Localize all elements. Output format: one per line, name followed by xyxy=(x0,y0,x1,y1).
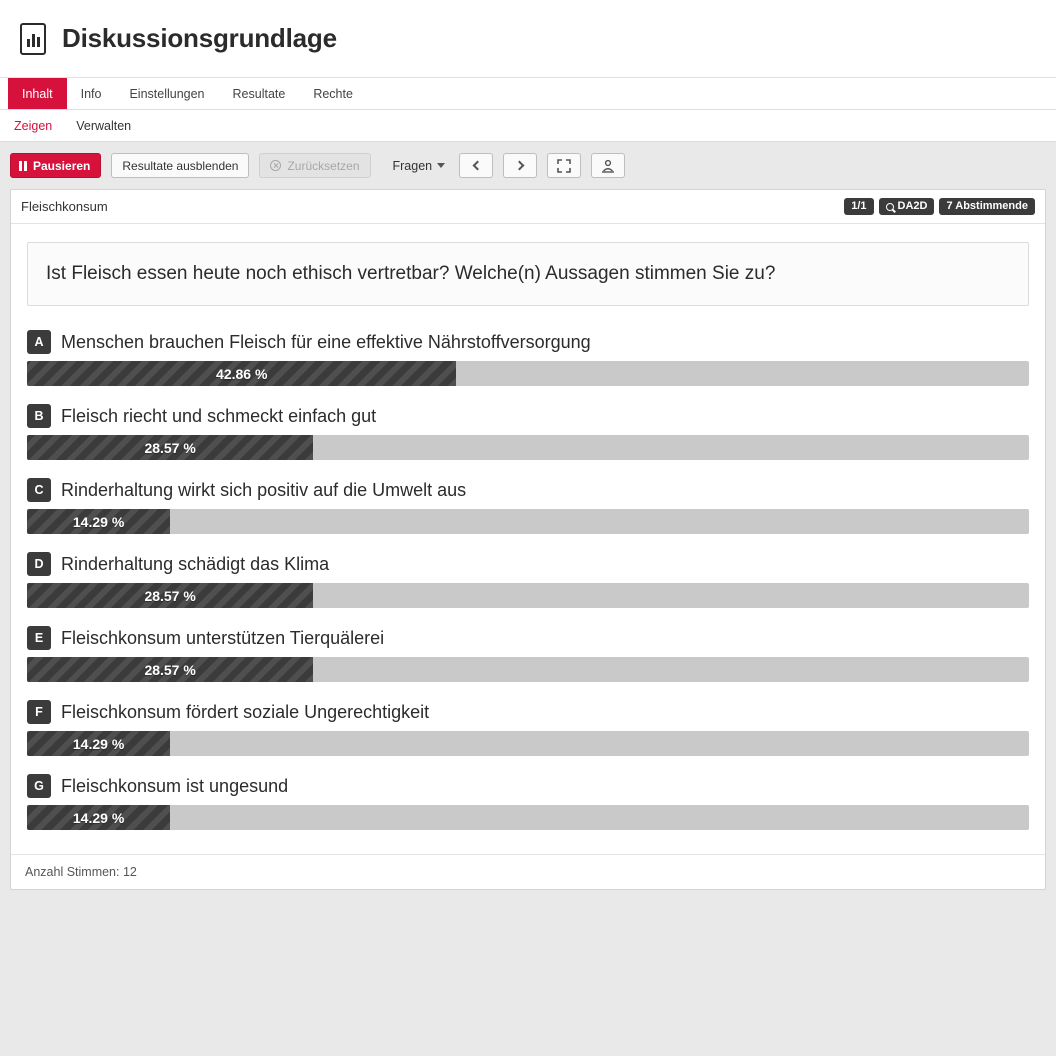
presenter-button[interactable] xyxy=(591,153,625,178)
option-e-head xyxy=(27,626,1029,650)
chevron-left-icon xyxy=(472,161,482,171)
option-f-head xyxy=(27,700,1029,724)
option-bar-fill xyxy=(27,657,313,682)
option-bar-value: 14.29 % xyxy=(72,735,125,752)
fullscreen-icon xyxy=(557,159,571,173)
option-label: Fleischkonsum ist ungesund xyxy=(61,775,289,796)
tab-einstellungen[interactable]: Einstellungen xyxy=(129,86,205,101)
tab-inhalt[interactable]: Inhalt xyxy=(8,78,67,109)
presenter-icon xyxy=(601,159,615,173)
option-bar-value: 14.29 % xyxy=(72,513,125,530)
option-b-head xyxy=(27,404,1029,428)
option-bar-value: 42.86 % xyxy=(216,365,268,382)
next-question-button[interactable] xyxy=(503,153,537,178)
option-letter: D xyxy=(27,552,51,576)
reset-button[interactable] xyxy=(259,153,370,178)
reset-icon xyxy=(270,160,281,171)
page-badge: 1/1 xyxy=(844,198,873,215)
code-badge[interactable] xyxy=(879,198,935,215)
chevron-right-icon xyxy=(514,161,524,171)
sub-tabbar xyxy=(0,110,1056,142)
option-bar-fill xyxy=(27,805,170,830)
page-title: Diskussionsgrundlage xyxy=(62,23,337,53)
options-list xyxy=(11,306,1045,854)
vote-count-footer: Anzahl Stimmen: 12 xyxy=(11,854,1045,889)
option-bar-fill xyxy=(27,731,170,756)
reset-button-label: Zurücksetzen xyxy=(287,158,360,173)
option-d-head xyxy=(27,552,1029,576)
option-b xyxy=(27,404,1029,460)
search-icon xyxy=(886,203,894,211)
option-bar-track xyxy=(27,509,1029,534)
option-letter: G xyxy=(27,774,51,798)
subtab-zeigen[interactable]: Zeigen xyxy=(14,118,53,133)
option-bar-value: 14.29 % xyxy=(72,809,125,826)
option-bar-value: 28.57 % xyxy=(144,587,196,604)
option-d xyxy=(27,552,1029,608)
questions-dropdown[interactable] xyxy=(389,159,450,173)
option-label: Fleisch riecht und schmeckt einfach gut xyxy=(61,405,377,426)
code-badge-label: DA2D xyxy=(897,200,928,212)
option-a xyxy=(27,330,1029,386)
pause-button-label: Pausieren xyxy=(33,158,91,173)
option-bar-fill xyxy=(27,435,313,460)
option-label: Fleischkonsum fördert soziale Ungerechtigkeit xyxy=(61,701,430,722)
option-f xyxy=(27,700,1029,756)
question-card-header xyxy=(11,190,1045,224)
option-g-head xyxy=(27,774,1029,798)
tab-rechte[interactable]: Rechte xyxy=(313,86,353,101)
main-tabbar xyxy=(0,78,1056,110)
option-label: Fleischkonsum unterstützen Tierquälerei xyxy=(61,627,385,648)
option-label: Menschen brauchen Fleisch für eine effektive Nährstoffversorgung xyxy=(61,331,591,352)
option-bar-value: 28.57 % xyxy=(144,439,196,456)
option-bar-value: 28.57 % xyxy=(144,661,196,678)
option-bar-track xyxy=(27,583,1029,608)
option-bar-track xyxy=(27,657,1029,682)
pause-button[interactable] xyxy=(10,153,101,178)
option-bar-track xyxy=(27,805,1029,830)
badge-group xyxy=(844,198,1035,215)
option-bar-track xyxy=(27,731,1029,756)
questions-dropdown-label: Fragen xyxy=(392,158,433,173)
question-card xyxy=(10,189,1046,890)
option-letter: C xyxy=(27,478,51,502)
voters-badge: 7 Abstimmende xyxy=(939,198,1035,215)
subtab-verwalten[interactable]: Verwalten xyxy=(76,118,132,133)
option-a-head xyxy=(27,330,1029,354)
chevron-down-icon xyxy=(437,163,445,168)
toolbar xyxy=(0,142,1056,189)
question-box xyxy=(27,242,1029,306)
option-letter: F xyxy=(27,700,51,724)
presentation-chart-icon xyxy=(18,22,48,56)
question-text: Ist Fleisch essen heute noch ethisch vertretbar? Welche(n) Aussagen stimmen Sie zu? xyxy=(46,263,776,284)
option-letter: B xyxy=(27,404,51,428)
hide-results-button[interactable]: Resultate ausblenden xyxy=(111,153,249,178)
prev-question-button[interactable] xyxy=(459,153,493,178)
tab-info[interactable]: Info xyxy=(80,86,102,101)
option-label: Rinderhaltung schädigt das Klima xyxy=(61,553,330,574)
fullscreen-button[interactable] xyxy=(547,153,581,178)
option-label: Rinderhaltung wirkt sich positiv auf die Umwelt aus xyxy=(61,479,467,500)
option-bar-fill xyxy=(27,361,456,386)
option-bar-track xyxy=(27,435,1029,460)
pause-icon xyxy=(19,161,27,171)
option-letter: A xyxy=(27,330,51,354)
option-letter: E xyxy=(27,626,51,650)
option-c xyxy=(27,478,1029,534)
tab-resultate[interactable]: Resultate xyxy=(232,86,286,101)
option-bar-track xyxy=(27,361,1029,386)
page-header xyxy=(0,0,1056,78)
option-g xyxy=(27,774,1029,830)
option-c-head xyxy=(27,478,1029,502)
option-e xyxy=(27,626,1029,682)
question-card-title: Fleischkonsum xyxy=(21,199,108,214)
option-bar-fill xyxy=(27,509,170,534)
option-bar-fill xyxy=(27,583,313,608)
